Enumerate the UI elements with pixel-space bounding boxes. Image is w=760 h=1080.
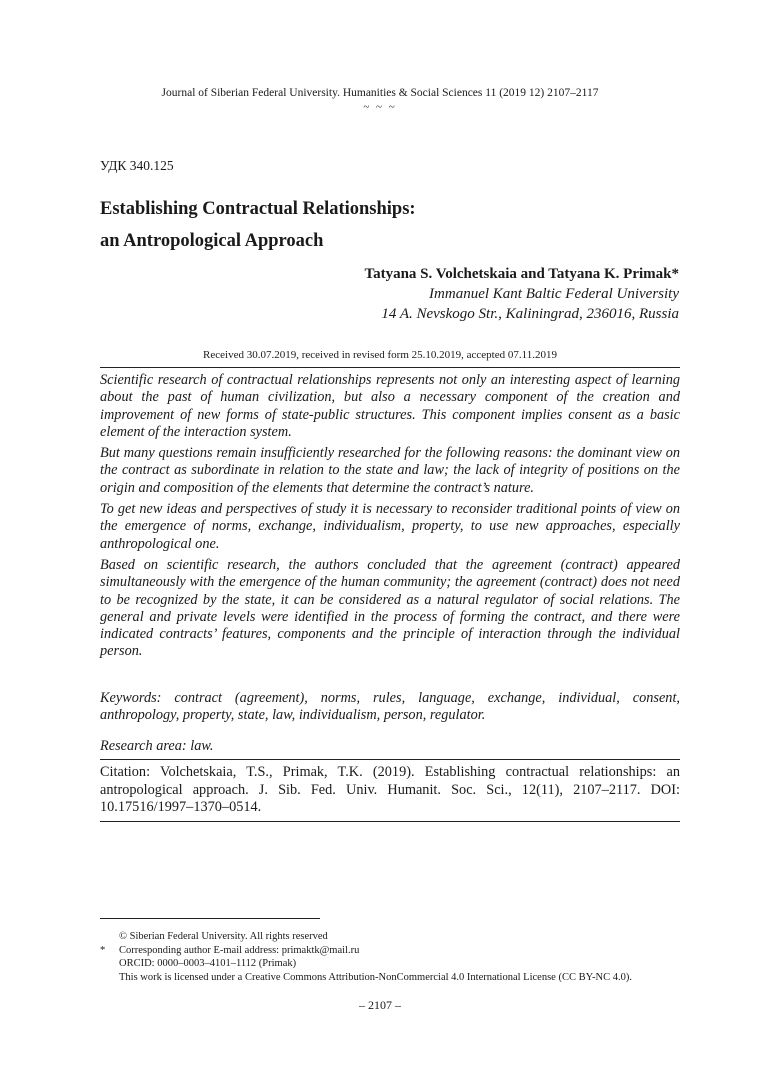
keywords: Keywords: contract (agreement), norms, rules, language, exchange, individual, consent, anthropology, property, state, law, individualism, person, regulator.: [100, 690, 680, 724]
footnotes: [100, 930, 700, 984]
page-number: – 2107 –: [359, 998, 401, 1012]
journal-header: Journal of Siberian Federal University. Humanities & Social Sciences 11 (2019 12) 2107–2117: [161, 87, 599, 99]
author-block: [364, 264, 679, 324]
author-institution: Immanuel Kant Baltic Federal University: [429, 286, 679, 302]
asterisk-mark: *: [100, 944, 106, 956]
abstract-paragraph: To get new ideas and perspectives of study it is necessary to reconsider traditional points of view on the emergence of norms, exchange, individualism, property, to use new approaches, especially anthropological one.: [100, 501, 680, 552]
author-address: 14 A. Nevskogo Str., Kaliningrad, 236016, Russia: [381, 306, 679, 322]
abstract: [100, 372, 680, 665]
udk-code: УДК 340.125: [100, 158, 174, 173]
abstract-paragraph: But many questions remain insufficiently researched for the following reasons: the dominant view on the contract as subordinate in relation to the state and law; the lack of integrity of positions on the origin and composition of the elements that determine the contract’s nature.: [100, 445, 680, 496]
abstract-paragraph: Based on scientific research, the authors concluded that the agreement (contract) appeared simultaneously with the emergence of the human community; the agreement (contract) does not need to be recognized by the state, it can be considered as a natural regulator of social relations. The general and private levels were identified in the process of forming the contract, and there were indicated contracts’ features, components and the principle of interaction through the individual person.: [100, 556, 680, 660]
copyright-note: © Siberian Federal University. All rights reserved: [119, 931, 328, 942]
corresponding-email: Corresponding author E-mail address: primaktk@mail.ru: [119, 944, 360, 956]
rule-above-abstract: [100, 367, 680, 368]
citation: Citation: Volchetskaia, T.S., Primak, T.K. (2019). Establishing contractual relationships: an antropological approach. J. Sib. Fed. Univ. Humanit. Soc. Sci., 12(11), 2107–2117. DOI: 10.17516/1997–1370–0514.: [100, 764, 680, 815]
corresponding-author-note: [100, 944, 700, 958]
header-ornament: ~ ~ ~: [363, 101, 397, 113]
research-area: Research area: law.: [100, 738, 214, 754]
rule-below-citation: [100, 821, 680, 822]
received-dates: Received 30.07.2019, received in revised form 25.10.2019, accepted 07.11.2019: [203, 349, 557, 361]
title-line-2: an Antropological Approach: [100, 231, 324, 251]
footnote-separator: [100, 918, 320, 919]
article-title: [100, 193, 660, 257]
rule-above-citation: [100, 759, 680, 760]
abstract-paragraph: Scientific research of contractual relationships represents not only an interesting aspect of learning about the past of human civilization, but also a necessary component of the creation and improvement of new forms of state-public structures. This component implies consent as a basic element of the interaction system.: [100, 372, 680, 440]
author-names: Tatyana S. Volchetskaia and Tatyana K. Primak*: [364, 266, 679, 282]
license-note: This work is licensed under a Creative Commons Attribution-NonCommercial 4.0 International License (CC BY-NC 4.0).: [119, 971, 632, 983]
orcid-note: ORCID: 0000–0003–4101–1112 (Primak): [119, 958, 297, 969]
title-line-1: Establishing Contractual Relationships:: [100, 199, 416, 219]
